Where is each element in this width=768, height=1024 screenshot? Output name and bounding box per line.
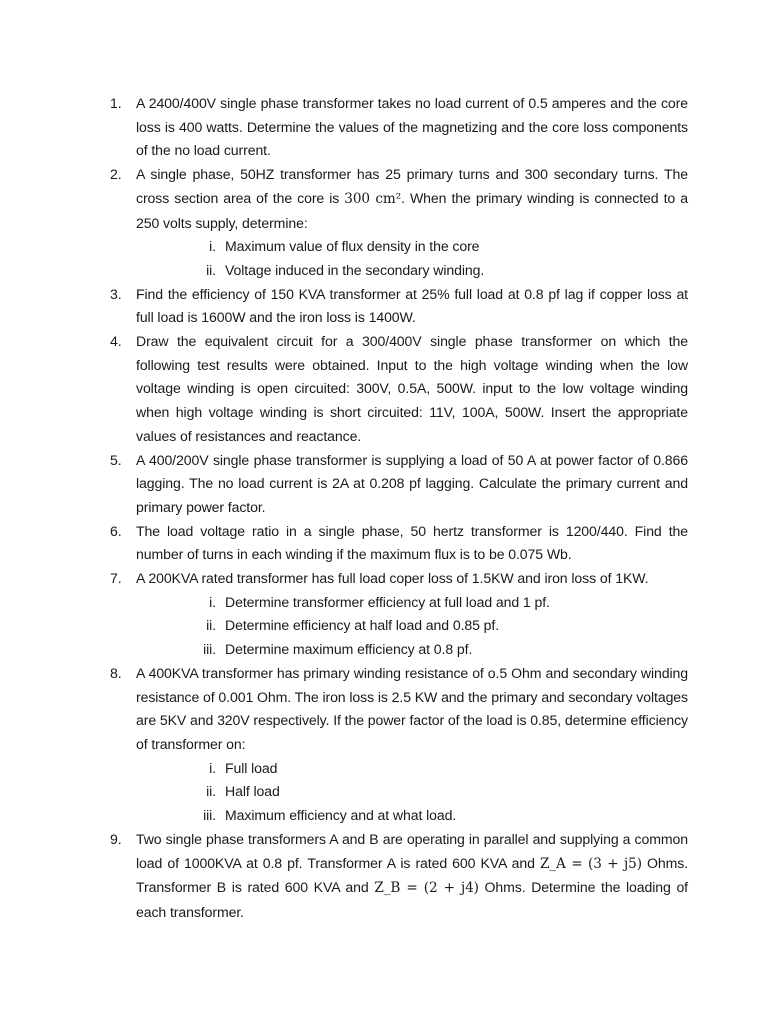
sub-question-text: Voltage induced in the secondary winding.	[225, 261, 485, 278]
sub-question	[136, 804, 688, 828]
question-text: Find the efficiency of 150 KVA transformer at 25% full load at 0.8 pf lag if copper loss at full load is 1600W and the iron loss is 1400W.	[136, 285, 688, 326]
sub-question-number: iii.	[203, 807, 216, 824]
question-text-part: Ohms. Determine the loading of each transformer.	[136, 879, 688, 920]
question-text: A 200KVA rated transformer has full load coper loss of 1.5KW and iron loss of 1KW.	[136, 570, 649, 587]
question-9	[103, 828, 688, 925]
sub-question-number: iii.	[203, 641, 216, 658]
question-number: 2.	[110, 166, 122, 183]
sub-question	[136, 591, 688, 615]
question-number: 6.	[110, 522, 122, 539]
math-expression: Z_A = (3 + j5)	[539, 855, 642, 872]
question-number: 8.	[110, 664, 122, 681]
sub-question-text: Maximum efficiency and at what load.	[225, 807, 457, 824]
question-text-part: . When the primary winding is connected to a 250 volts supply, determine:	[136, 189, 688, 231]
question-text-part: Ohms. Transformer B is rated 600 KVA and	[136, 854, 689, 896]
sub-question-number: i.	[209, 759, 216, 776]
question-text: A 2400/400V single phase transformer takes no load current of 0.5 amperes and the core loss is 400 watts. Determine the values of the magnetizing and the core loss components of the no load current.	[136, 95, 688, 159]
question-number: 1.	[110, 95, 122, 111]
sub-question	[136, 235, 688, 259]
sub-question-text: Determine maximum efficiency at 0.8 pf.	[225, 641, 473, 658]
question-4	[103, 330, 688, 449]
question-6	[103, 520, 688, 567]
question-number: 4.	[110, 333, 122, 350]
question-text: The load voltage ratio in a single phase, 50 hertz transformer is 1200/440. Find the number of turns in each winding if the maximum flux is to be 0.075 Wb.	[136, 522, 688, 563]
question-2	[103, 163, 688, 283]
sub-question-number: ii.	[206, 783, 216, 800]
sub-question-list	[136, 757, 688, 828]
question-text	[136, 828, 688, 925]
sub-question-text: Maximum value of flux density in the core	[225, 238, 480, 255]
sub-question-list	[136, 235, 688, 282]
question-text-part: A single phase, 50HZ transformer has 25 primary turns and 300 secondary turns. The cross section area of the core is	[136, 166, 688, 206]
question-number: 7.	[110, 570, 122, 587]
sub-question-text: Half load	[225, 783, 280, 800]
question-number: 3.	[110, 285, 122, 302]
sub-question-text: Full load	[225, 759, 278, 776]
sub-question-number: ii.	[206, 261, 216, 278]
question-text: Draw the equivalent circuit for a 300/400V single phase transformer on which the following test results were obtained. Input to the high voltage winding when the low voltage winding is open circuited: 300V, 0.5A, 500W. input to the low voltage winding when high voltage winding is short circuited: 11V, 100A, 500W. Insert the appropriate values of resistances and reactance.	[136, 333, 688, 444]
sub-question	[136, 757, 688, 781]
question-text: A 400/200V single phase transformer is supplying a load of 50 A at power factor of 0.866 lagging. The no load current is 2A at 0.208 pf lagging. Calculate the primary current and primary power factor.	[136, 451, 688, 515]
question-5	[103, 449, 688, 520]
question-8	[103, 662, 688, 828]
question-3	[103, 283, 688, 330]
sub-question-text: Determine efficiency at half load and 0.85 pf.	[225, 617, 500, 634]
sub-question	[136, 638, 688, 662]
question-1	[103, 92, 688, 163]
sub-question-text: Determine transformer efficiency at full load and 1 pf.	[225, 593, 550, 610]
math-expression: Z_B = (2 + j4)	[374, 880, 479, 897]
sub-question	[136, 259, 688, 283]
sub-question-list	[136, 591, 688, 662]
question-text	[136, 163, 688, 235]
sub-question-number: i.	[209, 593, 216, 610]
math-expression: 300 cm²	[344, 190, 402, 207]
sub-question-number: ii.	[206, 617, 216, 634]
question-text-part: Two single phase transformers A and B are operating in parallel and supplying a common load of 1000KVA at 0.8 pf. Transformer A is rated 600 KVA and	[136, 830, 688, 871]
question-7	[103, 567, 688, 662]
sub-question-number: i.	[209, 238, 216, 255]
question-list	[103, 92, 688, 925]
sub-question	[136, 780, 688, 804]
question-number: 9.	[110, 830, 122, 847]
sub-question	[136, 614, 688, 638]
question-text: A 400KVA transformer has primary winding resistance of o.5 Ohm and secondary winding resistance of 0.001 Ohm. The iron loss is 2.5 KW and the primary and secondary voltages are 5KV and 320V respectively. If the power factor of the load is 0.85, determine efficiency of transformer on:	[136, 664, 688, 752]
question-number: 5.	[110, 451, 122, 468]
